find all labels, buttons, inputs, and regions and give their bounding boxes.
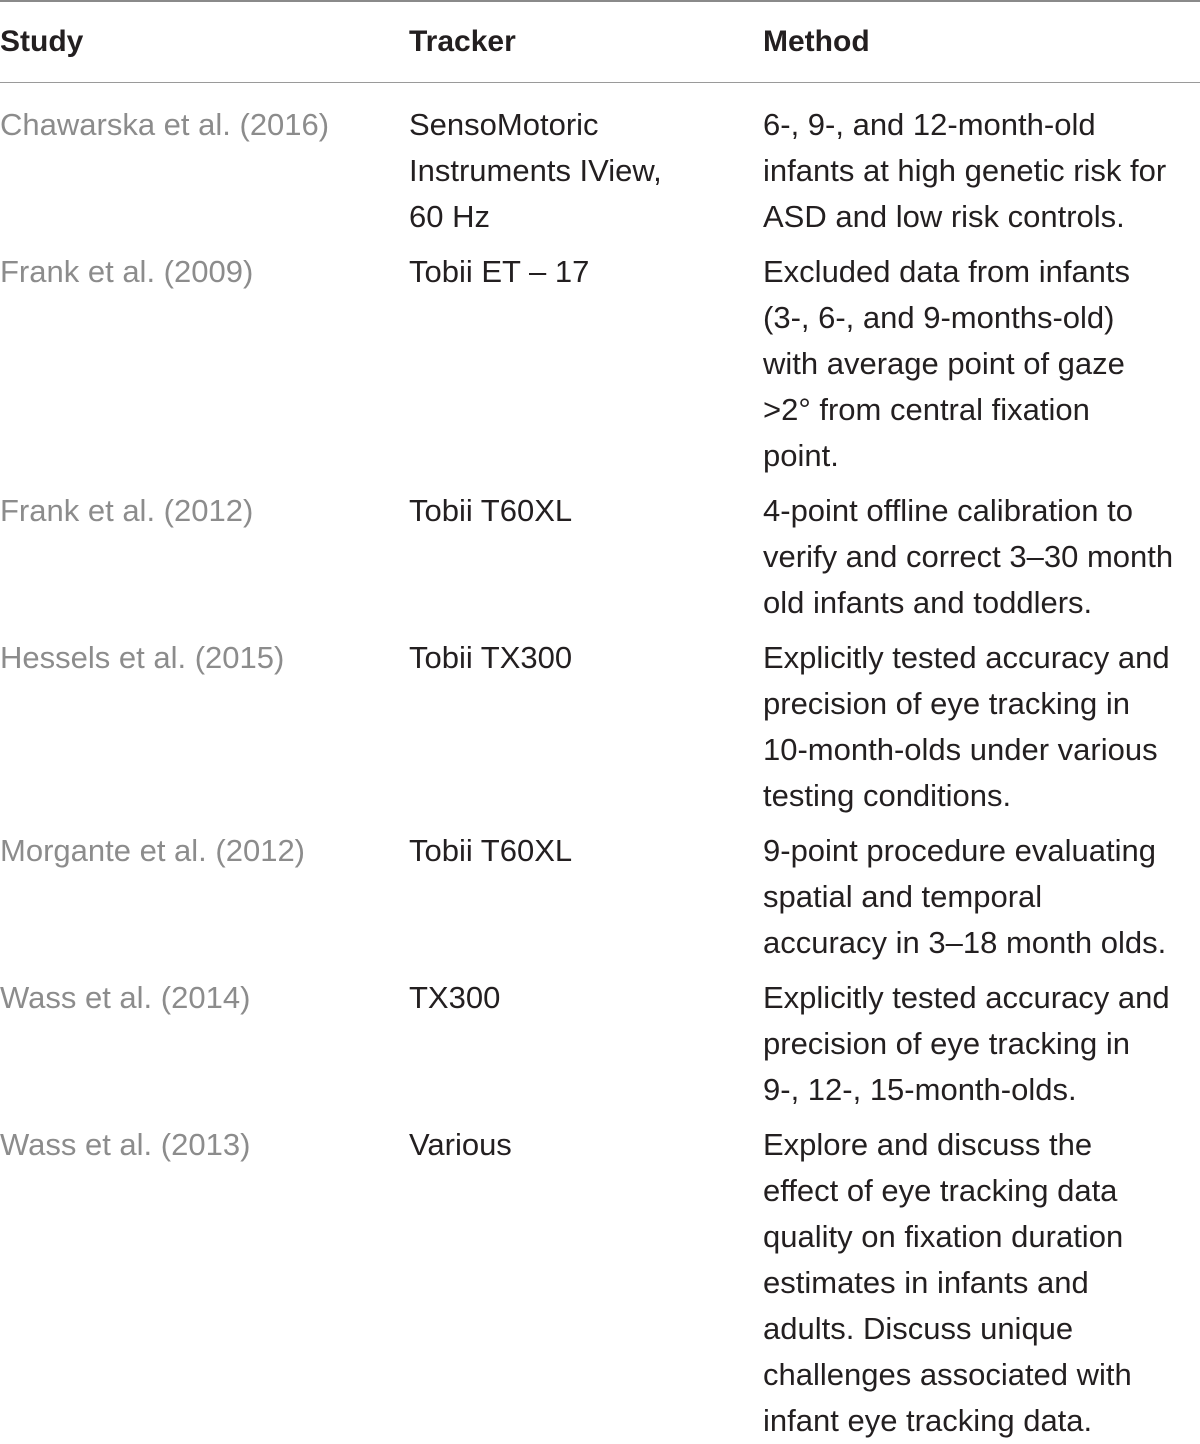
cell-method	[763, 828, 1166, 966]
study-text-line: Morgante et al. (2012)	[0, 833, 306, 868]
cell-tracker	[409, 975, 500, 1021]
method-text-line: precision of eye tracking in	[763, 686, 1131, 721]
cell-study	[0, 1122, 250, 1168]
method-text-line: Excluded data from infants	[763, 254, 1131, 289]
method-text-line: adults. Discuss unique	[763, 1311, 1074, 1346]
cell-method	[763, 1122, 1132, 1444]
tracker-text-line: SensoMotoric	[409, 107, 599, 142]
method-text-line: 10-month-olds under various	[763, 732, 1158, 767]
cell-study	[0, 828, 305, 874]
table-header-row	[0, 0, 1200, 83]
cell-tracker	[409, 635, 572, 681]
method-text-line: 9-, 12-, 15-month-olds.	[763, 1072, 1077, 1107]
study-text-line: Wass et al. (2014)	[0, 980, 251, 1015]
method-text-line: effect of eye tracking data	[763, 1173, 1118, 1208]
method-text-line: challenges associated with	[763, 1357, 1132, 1392]
study-text-line: Chawarska et al. (2016)	[0, 107, 330, 142]
cell-method	[763, 102, 1166, 240]
cell-method	[763, 488, 1173, 626]
method-text-line: Explore and discuss the	[763, 1127, 1093, 1162]
tracker-text-line: Tobii ET – 17	[409, 254, 590, 289]
method-text-line: precision of eye tracking in	[763, 1026, 1131, 1061]
method-text-line: with average point of gaze	[763, 346, 1125, 381]
tracker-text-line: Tobii TX300	[409, 640, 573, 675]
tracker-text-line: Tobii T60XL	[409, 833, 573, 868]
method-text-line: 9-point procedure evaluating	[763, 833, 1156, 868]
cell-study	[0, 635, 284, 681]
method-text-line: 6-, 9-, and 12-month-old	[763, 107, 1096, 142]
cell-tracker	[409, 249, 589, 295]
cell-tracker	[409, 102, 662, 240]
method-text-line: 4-point offline calibration to	[763, 493, 1133, 528]
tracker-text-line: 60 Hz	[409, 199, 490, 234]
cell-study	[0, 975, 250, 1021]
header-tracker: Tracker	[409, 25, 516, 58]
method-text-line: Explicitly tested accuracy and	[763, 640, 1170, 675]
method-text-line: verify and correct 3–30 month	[763, 539, 1174, 574]
cell-study	[0, 102, 329, 148]
tracker-text-line: Tobii T60XL	[409, 493, 573, 528]
cell-tracker	[409, 1122, 512, 1168]
cell-tracker	[409, 828, 572, 874]
study-text-line: Hessels et al. (2015)	[0, 640, 285, 675]
cell-method	[763, 975, 1170, 1113]
method-text-line: accuracy in 3–18 month olds.	[763, 925, 1167, 960]
method-text-line: estimates in infants and	[763, 1265, 1089, 1300]
method-text-line: ASD and low risk controls.	[763, 199, 1125, 234]
method-text-line: infant eye tracking data.	[763, 1403, 1093, 1438]
cell-method	[763, 635, 1170, 819]
method-text-line: point.	[763, 438, 839, 473]
method-text-line: Explicitly tested accuracy and	[763, 980, 1170, 1015]
cell-study	[0, 249, 253, 295]
header-rule	[0, 82, 1200, 83]
method-text-line: quality on fixation duration	[763, 1219, 1124, 1254]
header-study: Study	[0, 25, 84, 58]
method-text-line: >2° from central fixation	[763, 392, 1090, 427]
study-text-line: Wass et al. (2013)	[0, 1127, 251, 1162]
cell-study	[0, 488, 253, 534]
method-text-line: old infants and toddlers.	[763, 585, 1093, 620]
tracker-text-line: Instruments IView,	[409, 153, 662, 188]
method-text-line: spatial and temporal	[763, 879, 1043, 914]
method-text-line: (3-, 6-, and 9-months-old)	[763, 300, 1115, 335]
tracker-text-line: Various	[409, 1127, 512, 1162]
cell-tracker	[409, 488, 572, 534]
tracker-text-line: TX300	[409, 980, 501, 1015]
header-method: Method	[763, 25, 870, 58]
cell-method	[763, 249, 1130, 479]
study-text-line: Frank et al. (2009)	[0, 254, 254, 289]
method-text-line: infants at high genetic risk for	[763, 153, 1167, 188]
study-text-line: Frank et al. (2012)	[0, 493, 254, 528]
method-text-line: testing conditions.	[763, 778, 1012, 813]
